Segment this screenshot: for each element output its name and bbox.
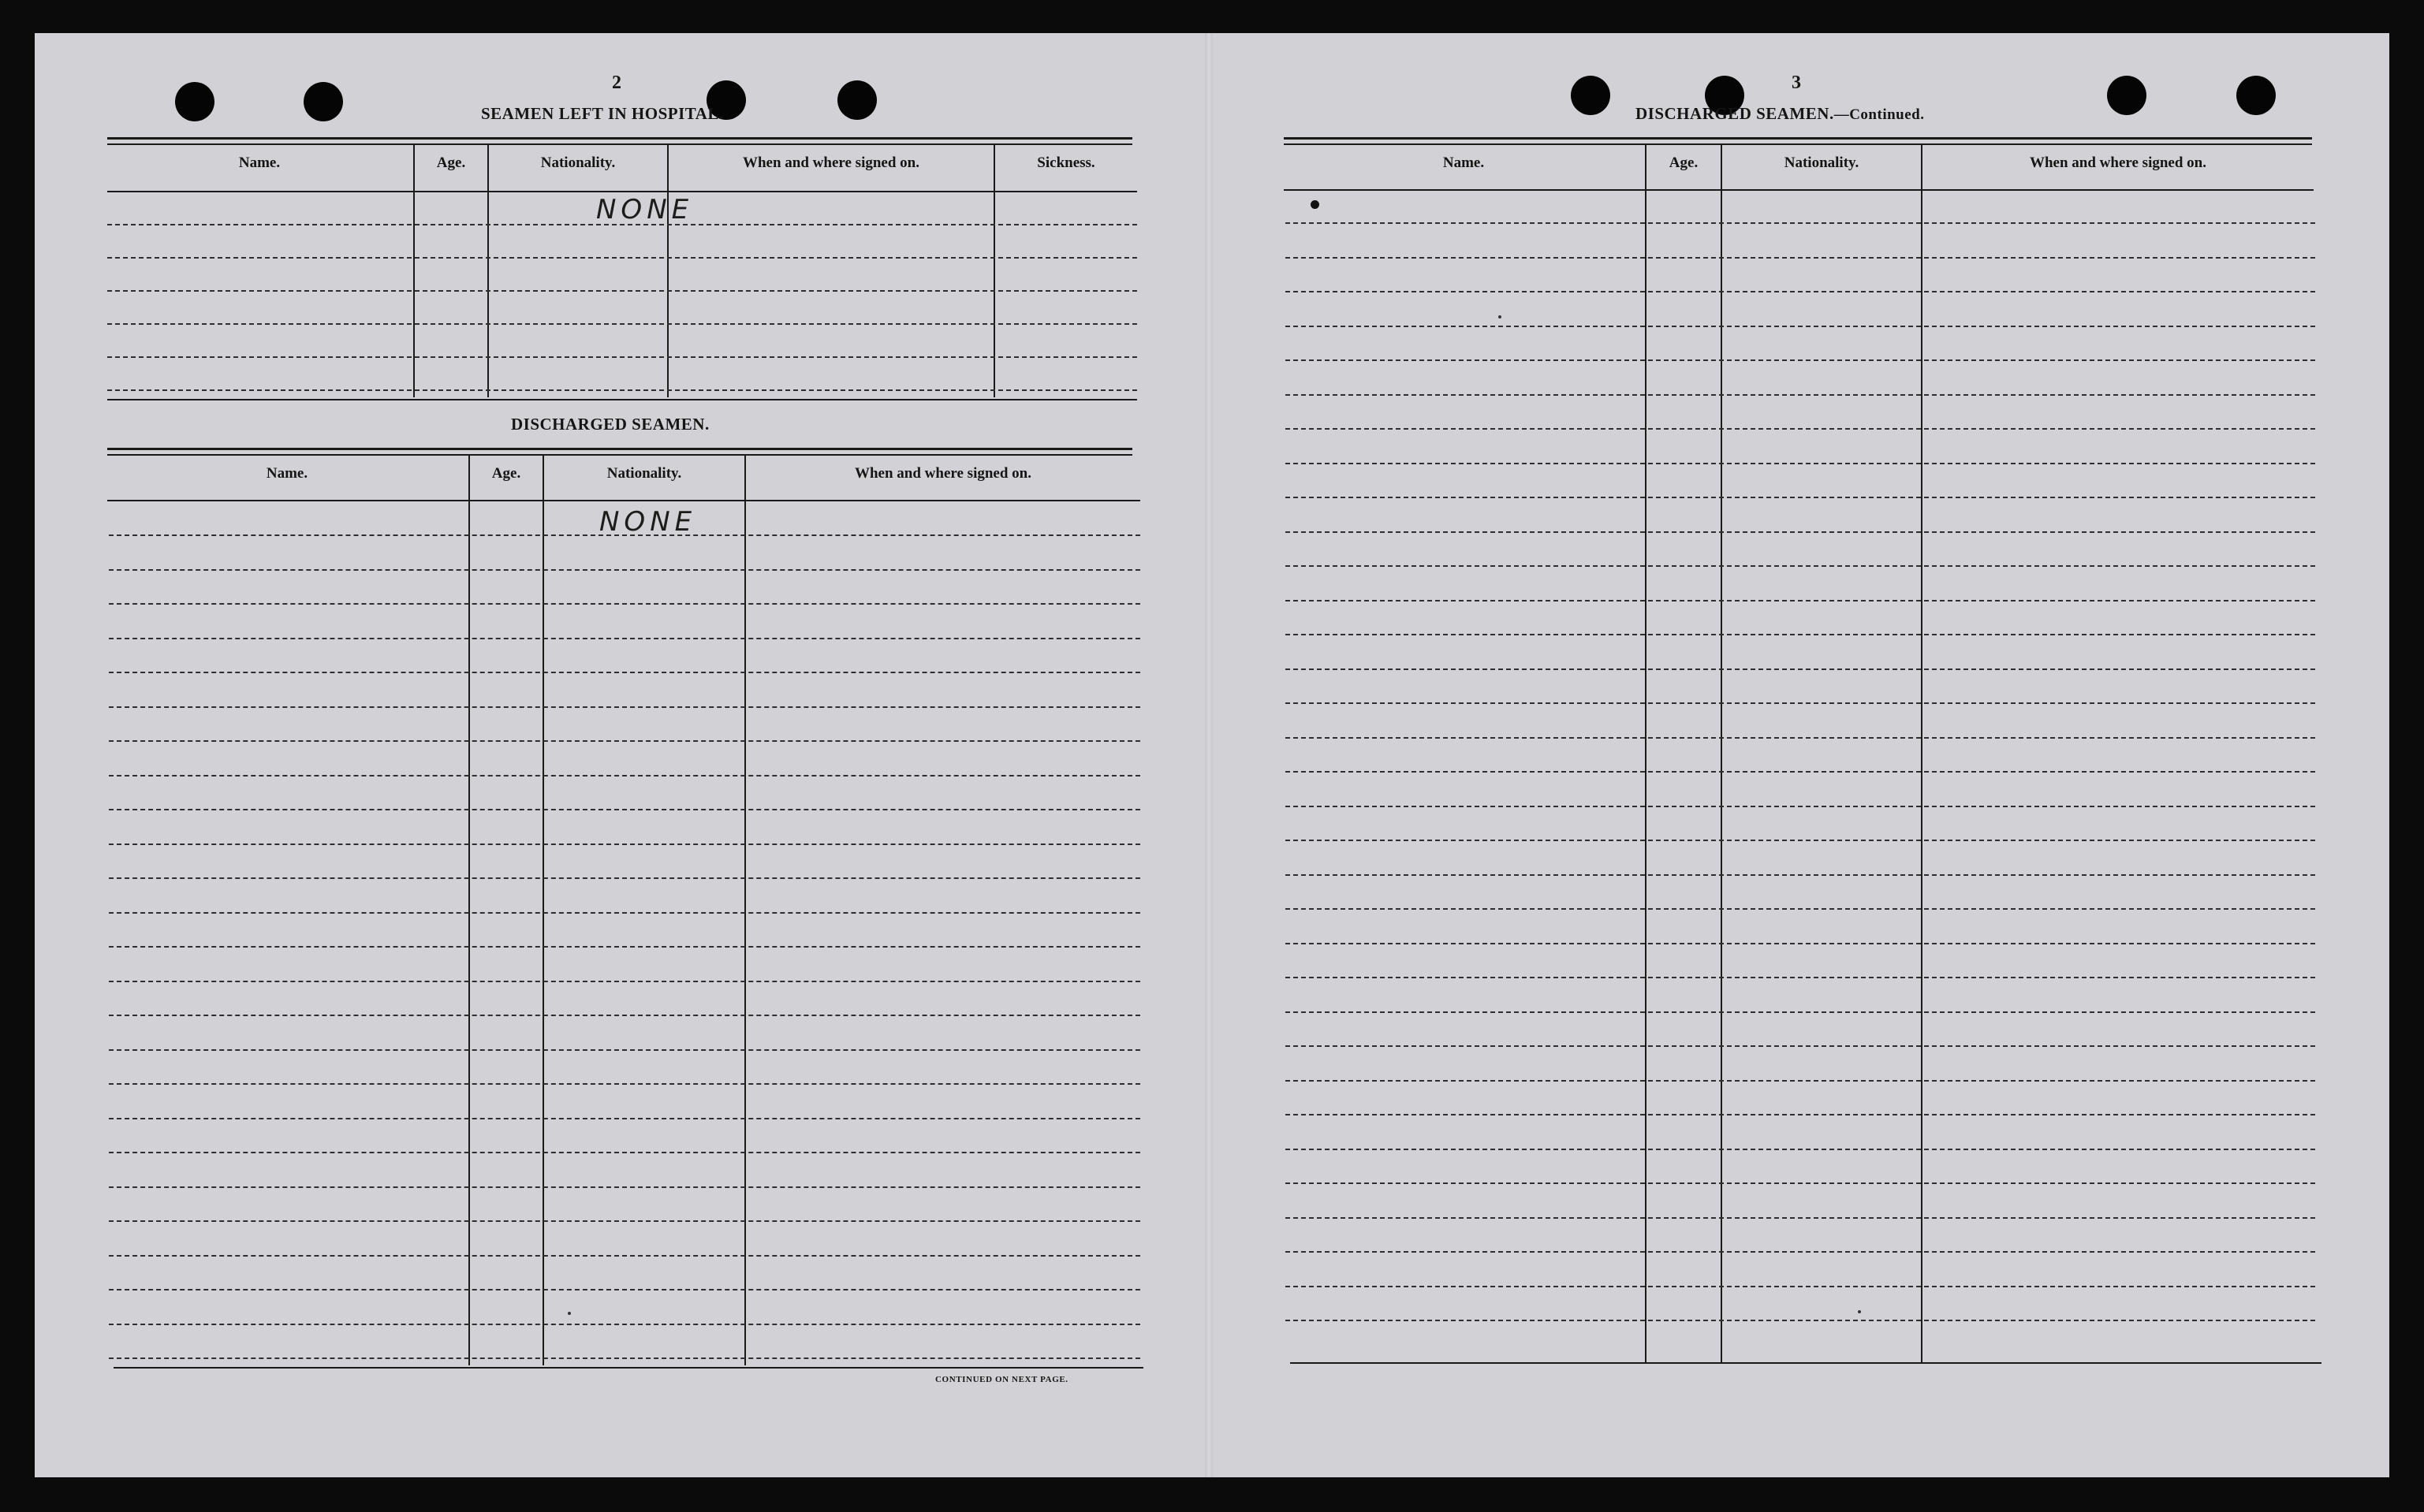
entry-line xyxy=(1285,531,2315,533)
hospital-header-rule xyxy=(107,191,1137,192)
entry-line xyxy=(1285,1149,2315,1150)
entry-line xyxy=(109,638,1140,639)
punch-hole xyxy=(837,80,877,120)
title-main: DISCHARGED SEAMEN. xyxy=(1635,104,1834,123)
entry-line xyxy=(1285,359,2315,361)
discharged-table-top-rule xyxy=(107,448,1132,456)
entry-line xyxy=(1285,668,2315,670)
hospital-col-divider xyxy=(487,143,489,397)
entry-line xyxy=(1285,394,2315,396)
entry-line xyxy=(109,603,1140,605)
entry-line xyxy=(109,569,1140,571)
punch-hole xyxy=(304,82,343,121)
entry-line xyxy=(1285,1182,2315,1184)
entry-line xyxy=(107,290,1137,292)
entry-line xyxy=(109,775,1140,776)
paper-speck xyxy=(1858,1310,1861,1313)
entry-line xyxy=(1285,702,2315,704)
hospital-col-name: Name. xyxy=(238,155,281,171)
discharged-section-title: DISCHARGED SEAMEN. xyxy=(511,415,710,434)
right-header-rule xyxy=(1284,189,2314,191)
discharged-col-divider xyxy=(543,454,544,1365)
entry-line xyxy=(109,740,1140,742)
entry-line xyxy=(109,809,1140,810)
punch-hole xyxy=(1571,76,1610,115)
entry-line xyxy=(107,257,1137,259)
hospital-col-sickness: Sickness. xyxy=(1037,155,1095,171)
entry-line xyxy=(109,1015,1140,1016)
entry-line xyxy=(109,844,1140,845)
entry-line xyxy=(1285,222,2315,224)
hospital-col-nationality: Nationality. xyxy=(540,155,616,171)
entry-line xyxy=(1285,1217,2315,1219)
entry-line xyxy=(1285,600,2315,601)
entry-line xyxy=(109,1186,1140,1188)
entry-line xyxy=(1285,1080,2315,1082)
page-number: 3 xyxy=(1792,73,1801,93)
entry-line xyxy=(109,706,1140,708)
entry-line xyxy=(1285,977,2315,978)
paper-speck xyxy=(1498,315,1501,318)
entry-line xyxy=(1285,1045,2315,1047)
entry-line xyxy=(1285,326,2315,327)
entry-line xyxy=(107,389,1137,391)
entry-line xyxy=(109,1289,1140,1290)
discharged-col-signed-on: When and where signed on. xyxy=(854,465,1031,482)
hospital-table-bottom-rule xyxy=(107,399,1137,400)
page-fold xyxy=(1205,33,1213,1477)
entry-line xyxy=(109,1220,1140,1222)
discharged-table-bottom-rule xyxy=(114,1367,1143,1369)
entry-line xyxy=(1285,943,2315,944)
ink-dot xyxy=(1311,200,1319,209)
hospital-col-age: Age. xyxy=(436,155,466,171)
discharged-col-name: Name. xyxy=(266,465,308,482)
entry-line xyxy=(109,912,1140,914)
entry-line xyxy=(1285,1114,2315,1115)
paper-speck xyxy=(568,1312,571,1315)
page-number: 2 xyxy=(612,73,621,93)
entry-line xyxy=(1285,908,2315,910)
hospital-section-title: SEAMEN LEFT IN HOSPITAL. xyxy=(481,104,724,123)
right-table-bottom-rule xyxy=(1290,1362,2321,1364)
discharged-continued-title xyxy=(1635,104,1924,124)
entry-line xyxy=(109,946,1140,948)
right-table-top-rule xyxy=(1284,137,2312,145)
hospital-col-divider xyxy=(667,143,669,397)
handwritten-none: NONE xyxy=(599,506,697,538)
entry-line xyxy=(109,1152,1140,1153)
entry-line xyxy=(1285,1320,2315,1321)
handwritten-none: NONE xyxy=(596,194,694,225)
entry-line xyxy=(1285,840,2315,841)
discharged-header-rule xyxy=(107,500,1140,501)
entry-line xyxy=(1285,463,2315,464)
discharged-col-age: Age. xyxy=(491,465,521,482)
entry-line xyxy=(1285,874,2315,876)
entry-line xyxy=(1285,497,2315,498)
entry-line xyxy=(1285,257,2315,259)
entry-line xyxy=(107,323,1137,325)
entry-line xyxy=(109,981,1140,982)
entry-line xyxy=(109,1049,1140,1051)
hospital-col-divider xyxy=(413,143,415,397)
entry-line xyxy=(1285,806,2315,807)
right-col-nationality: Nationality. xyxy=(1784,155,1859,171)
entry-line xyxy=(1285,1251,2315,1253)
entry-line xyxy=(1285,565,2315,567)
right-col-age: Age. xyxy=(1669,155,1699,171)
entry-line xyxy=(1285,1286,2315,1287)
entry-line xyxy=(109,1324,1140,1325)
punch-hole xyxy=(175,82,214,121)
hospital-col-divider xyxy=(994,143,995,397)
discharged-col-nationality: Nationality. xyxy=(606,465,682,482)
entry-line xyxy=(109,672,1140,673)
hospital-table-top-rule xyxy=(107,137,1132,145)
discharged-col-divider xyxy=(744,454,746,1365)
entry-line xyxy=(107,356,1137,358)
entry-line xyxy=(109,1357,1140,1359)
title-continued: —Continued. xyxy=(1833,106,1925,123)
entry-line xyxy=(1285,428,2315,430)
entry-line xyxy=(109,1083,1140,1085)
continued-footer: CONTINUED ON NEXT PAGE. xyxy=(935,1375,1068,1384)
entry-line xyxy=(1285,1011,2315,1013)
punch-hole xyxy=(2236,76,2276,115)
discharged-col-divider xyxy=(468,454,470,1365)
entry-line xyxy=(1285,634,2315,635)
entry-line xyxy=(109,877,1140,879)
right-col-signed-on: When and where signed on. xyxy=(2029,155,2206,171)
entry-line xyxy=(1285,291,2315,292)
entry-line xyxy=(109,1118,1140,1119)
punch-hole xyxy=(2107,76,2146,115)
right-col-name: Name. xyxy=(1442,155,1485,171)
entry-line xyxy=(109,534,1140,536)
entry-line xyxy=(109,1255,1140,1257)
entry-line xyxy=(1285,771,2315,773)
entry-line xyxy=(1285,737,2315,739)
hospital-col-signed-on: When and where signed on. xyxy=(742,155,919,171)
